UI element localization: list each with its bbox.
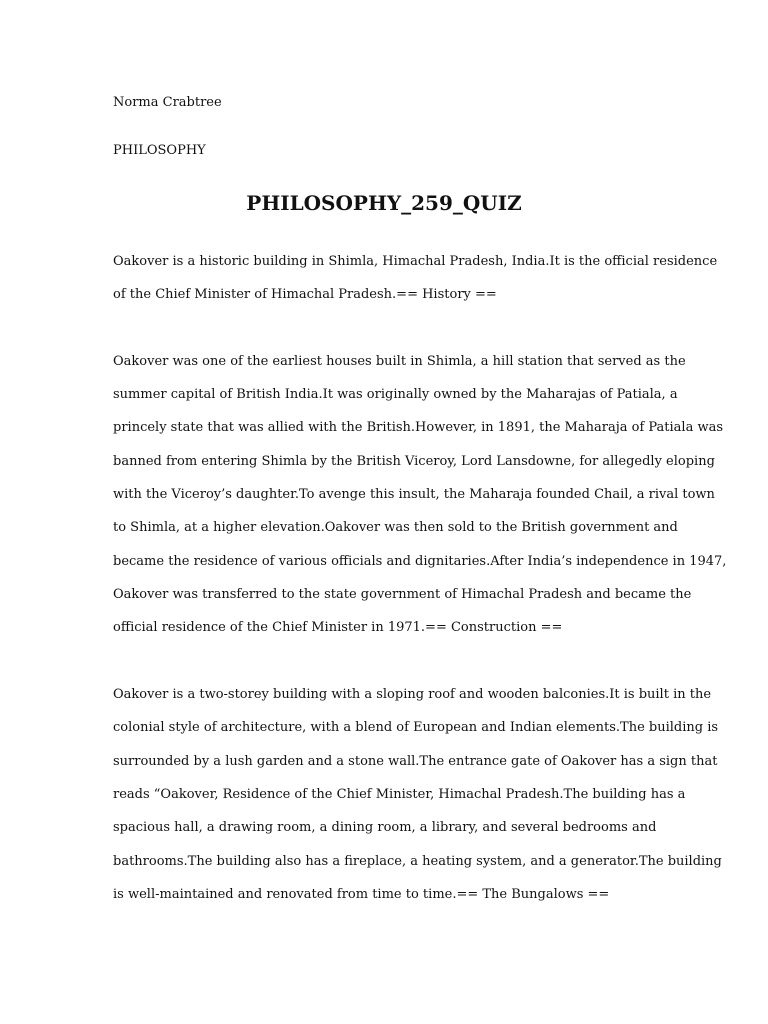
paragraph-line: is well-maintained and renovated from time to time.== The Bungalows == xyxy=(113,887,610,902)
paragraph-line: with the Viceroy’s daughter.To avenge this insult, the Maharaja founded Chail, a rival town xyxy=(113,487,715,502)
paragraph-line: Oakover was transferred to the state government of Himachal Pradesh and became the xyxy=(113,587,692,602)
paragraph-line: colonial style of architecture, with a blend of European and Indian elements.The building is xyxy=(113,720,719,735)
paragraph-line: bathrooms.The building also has a fireplace, a heating system, and a generator.The building xyxy=(113,854,722,869)
author-name: Norma Crabtree xyxy=(113,95,222,110)
paragraph-line: official residence of the Chief Minister in 1971.== Construction == xyxy=(113,620,563,635)
paragraph-line: princely state that was allied with the British.However, in 1891, the Maharaja of Patiala was xyxy=(113,420,724,435)
paragraph-line: surrounded by a lush garden and a stone wall.The entrance gate of Oakover has a sign that xyxy=(113,754,718,769)
paragraph-line: Oakover is a historic building in Shimla, Himachal Pradesh, India.It is the official residence xyxy=(113,254,718,269)
paragraph-line: to Shimla, at a higher elevation.Oakover was then sold to the British government and xyxy=(113,520,678,535)
paragraph-line: reads “Oakover, Residence of the Chief Minister, Himachal Pradesh.The building has a xyxy=(113,787,686,802)
document-title: PHILOSOPHY_259_QUIZ xyxy=(246,191,522,215)
course-name: PHILOSOPHY xyxy=(113,143,206,158)
paragraph-line: banned from entering Shimla by the British Viceroy, Lord Lansdowne, for allegedly eloping xyxy=(113,454,715,469)
paragraph-line: spacious hall, a drawing room, a dining room, a library, and several bedrooms and xyxy=(113,820,657,835)
paragraph-line: summer capital of British India.It was originally owned by the Maharajas of Patiala, a xyxy=(113,387,678,402)
paragraph-line: became the residence of various officials and dignitaries.After India’s independence in 1947, xyxy=(113,554,727,569)
paragraph-line: of the Chief Minister of Himachal Pradesh.== History == xyxy=(113,287,497,302)
paragraph-line: Oakover is a two-storey building with a sloping roof and wooden balconies.It is built in the xyxy=(113,687,712,702)
paragraph-line: Oakover was one of the earliest houses built in Shimla, a hill station that served as the xyxy=(113,354,686,369)
